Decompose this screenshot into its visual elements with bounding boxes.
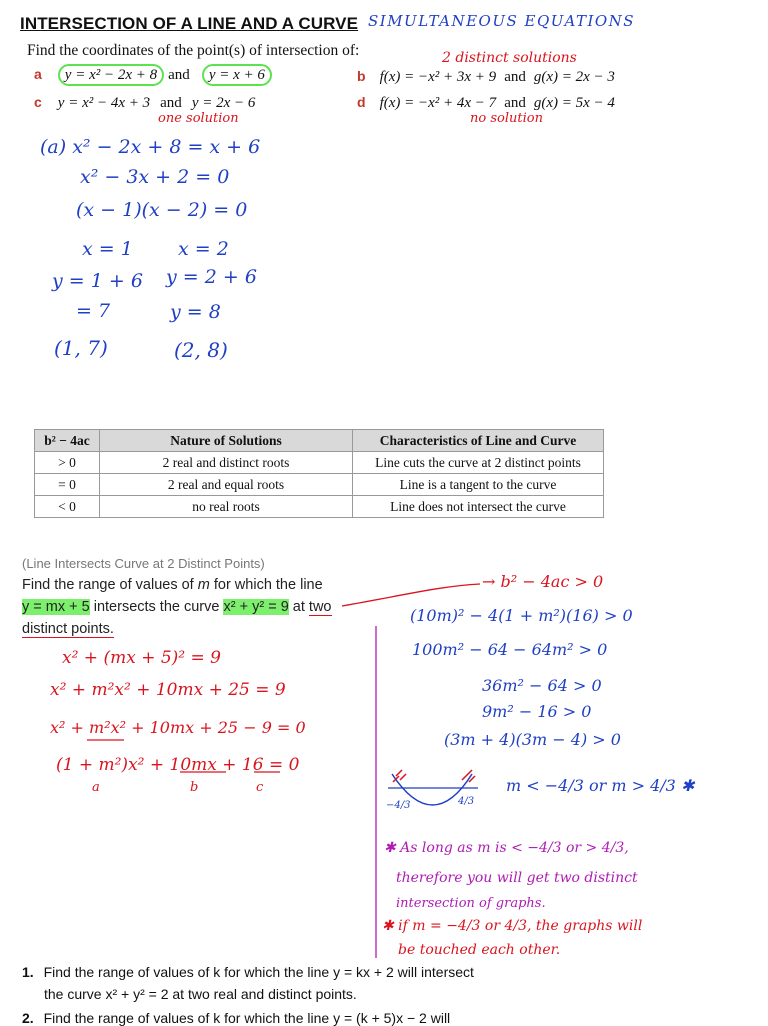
table-cell: 2 real and equal roots bbox=[100, 474, 353, 496]
q-text: at bbox=[288, 599, 309, 615]
q-text: Find the range of values of bbox=[22, 577, 198, 593]
abc-label-c: c bbox=[256, 780, 264, 795]
q-text: intersects the curve bbox=[89, 599, 224, 615]
working-m-left-4: (1 + m²)x² + 10mx + 16 = 0 bbox=[56, 755, 300, 775]
q-end: distinct points. bbox=[22, 621, 114, 637]
working-m-right-2: (10m)² − 4(1 + m²)(16) > 0 bbox=[410, 606, 633, 625]
table-cell: = 0 bbox=[35, 474, 100, 496]
table-cell: Line cuts the curve at 2 distinct points bbox=[353, 452, 604, 474]
exercise-number: 2. bbox=[22, 1010, 34, 1026]
table-header: Nature of Solutions bbox=[100, 430, 353, 452]
table-cell: no real roots bbox=[100, 496, 353, 518]
note-line-3: intersection of graphs. bbox=[396, 896, 546, 911]
table-header: Characteristics of Line and Curve bbox=[353, 430, 604, 452]
page-title: INTERSECTION OF A LINE AND A CURVE bbox=[20, 14, 359, 33]
working-m-right-4: 36m² − 64 > 0 bbox=[482, 676, 602, 695]
graph-label-right: 4/3 bbox=[458, 796, 475, 807]
part-b-label: b bbox=[357, 68, 366, 84]
working-a-line5: x = 2 bbox=[178, 238, 229, 260]
note-line-4: ✱ if m = −4/3 or 4/3, the graphs will bbox=[382, 918, 643, 934]
graph-label-left: −4/3 bbox=[386, 800, 411, 811]
working-a-line8: = 7 bbox=[76, 300, 111, 322]
part-b-and: and bbox=[504, 69, 526, 85]
part-c-eq2: y = 2x − 6 bbox=[191, 95, 256, 111]
exercise-1 bbox=[22, 964, 474, 980]
abc-label-a: a bbox=[92, 780, 100, 795]
part-c-note: one solution bbox=[158, 111, 239, 126]
instruction: Find the coordinates of the point(s) of intersection of: bbox=[27, 42, 360, 59]
working-a-line9: y = 8 bbox=[170, 301, 221, 323]
working-a-line7: y = 2 + 6 bbox=[166, 266, 257, 288]
working-m-left-2: x² + m²x² + 10mx + 25 = 9 bbox=[50, 680, 286, 700]
exercise-number: 1. bbox=[22, 964, 34, 980]
abc-label-b: b bbox=[190, 780, 199, 795]
part-b-eq1: f(x) = −x² + 3x + 9 bbox=[379, 69, 497, 85]
working-m-right-5: 9m² − 16 > 0 bbox=[482, 702, 592, 721]
working-m-left-3: x² + m²x² + 10mx + 25 − 9 = 0 bbox=[50, 718, 306, 737]
table-cell: < 0 bbox=[35, 496, 100, 518]
part-b-note: 2 distinct solutions bbox=[442, 50, 577, 66]
part-d-eq1: f(x) = −x² + 4x − 7 bbox=[379, 95, 497, 111]
part-a-label: a bbox=[34, 66, 42, 82]
graph-shading-left bbox=[393, 770, 406, 782]
note-line-1: ✱ As long as m is < −4/3 or > 4/3, bbox=[384, 840, 629, 856]
arrow-stroke bbox=[342, 584, 480, 606]
working-a-line4: x = 1 bbox=[82, 238, 133, 260]
exercise-text: Find the range of values of k for which the line y = (k + 5)x − 2 will bbox=[43, 1010, 451, 1026]
q-m: m bbox=[197, 577, 210, 593]
part-c-eq1: y = x² − 4x + 3 bbox=[57, 95, 151, 111]
part-d-and: and bbox=[504, 95, 526, 111]
title-note: SIMULTANEOUS EQUATIONS bbox=[368, 12, 636, 30]
working-m-right-1: → b² − 4ac > 0 bbox=[482, 572, 604, 591]
q-curve-eq: x² + y² = 9 bbox=[223, 599, 289, 615]
part-c-and: and bbox=[160, 95, 182, 111]
part-d-eq2: g(x) = 5x − 4 bbox=[533, 95, 615, 111]
part-b-eq2: g(x) = 2x − 3 bbox=[533, 69, 615, 85]
q-line-eq: y = mx + 5 bbox=[22, 599, 90, 615]
part-d-note: no solution bbox=[470, 111, 543, 126]
working-a-line2: x² − 3x + 2 = 0 bbox=[80, 166, 230, 188]
working-m-left-1: x² + (mx + 5)² = 9 bbox=[62, 648, 221, 668]
table-cell: 2 real and distinct roots bbox=[100, 452, 353, 474]
part-d-label: d bbox=[357, 94, 366, 110]
q-text: for which the line bbox=[209, 577, 323, 593]
exercise-1-cont: the curve x² + y² = 2 at two real and distinct points. bbox=[44, 986, 357, 1002]
table-header: b² − 4ac bbox=[35, 430, 100, 452]
exercise-text: Find the range of values of k for which the line y = kx + 2 will intersect bbox=[43, 964, 474, 980]
q-two: two bbox=[308, 599, 332, 615]
working-a-line3: (x − 1)(x − 2) = 0 bbox=[76, 199, 248, 221]
table-cell: Line does not intersect the curve bbox=[353, 496, 604, 518]
note-line-2: therefore you will get two distinct bbox=[396, 870, 638, 886]
section2-heading: (Line Intersects Curve at 2 Distinct Points) bbox=[22, 556, 265, 571]
table-cell: > 0 bbox=[35, 452, 100, 474]
part-a-eq2: y = x + 6 bbox=[202, 64, 272, 86]
working-a-line1: (a) x² − 2x + 8 = x + 6 bbox=[40, 136, 261, 158]
answer: m < −4/3 or m > 4/3 ✱ bbox=[506, 776, 695, 795]
table-cell: Line is a tangent to the curve bbox=[353, 474, 604, 496]
note-line-5: be touched each other. bbox=[398, 942, 561, 958]
working-m-right-3: 100m² − 64 − 64m² > 0 bbox=[412, 640, 608, 659]
working-a-line6: y = 1 + 6 bbox=[52, 270, 143, 292]
working-a-line11: (2, 8) bbox=[174, 338, 228, 362]
part-a-eq1: y = x² − 2x + 8 bbox=[58, 64, 164, 86]
working-a-line10: (1, 7) bbox=[54, 336, 108, 360]
part-a-and: and bbox=[168, 67, 190, 83]
working-m-right-6: (3m + 4)(3m − 4) > 0 bbox=[444, 730, 621, 749]
part-c-label: c bbox=[34, 94, 42, 110]
